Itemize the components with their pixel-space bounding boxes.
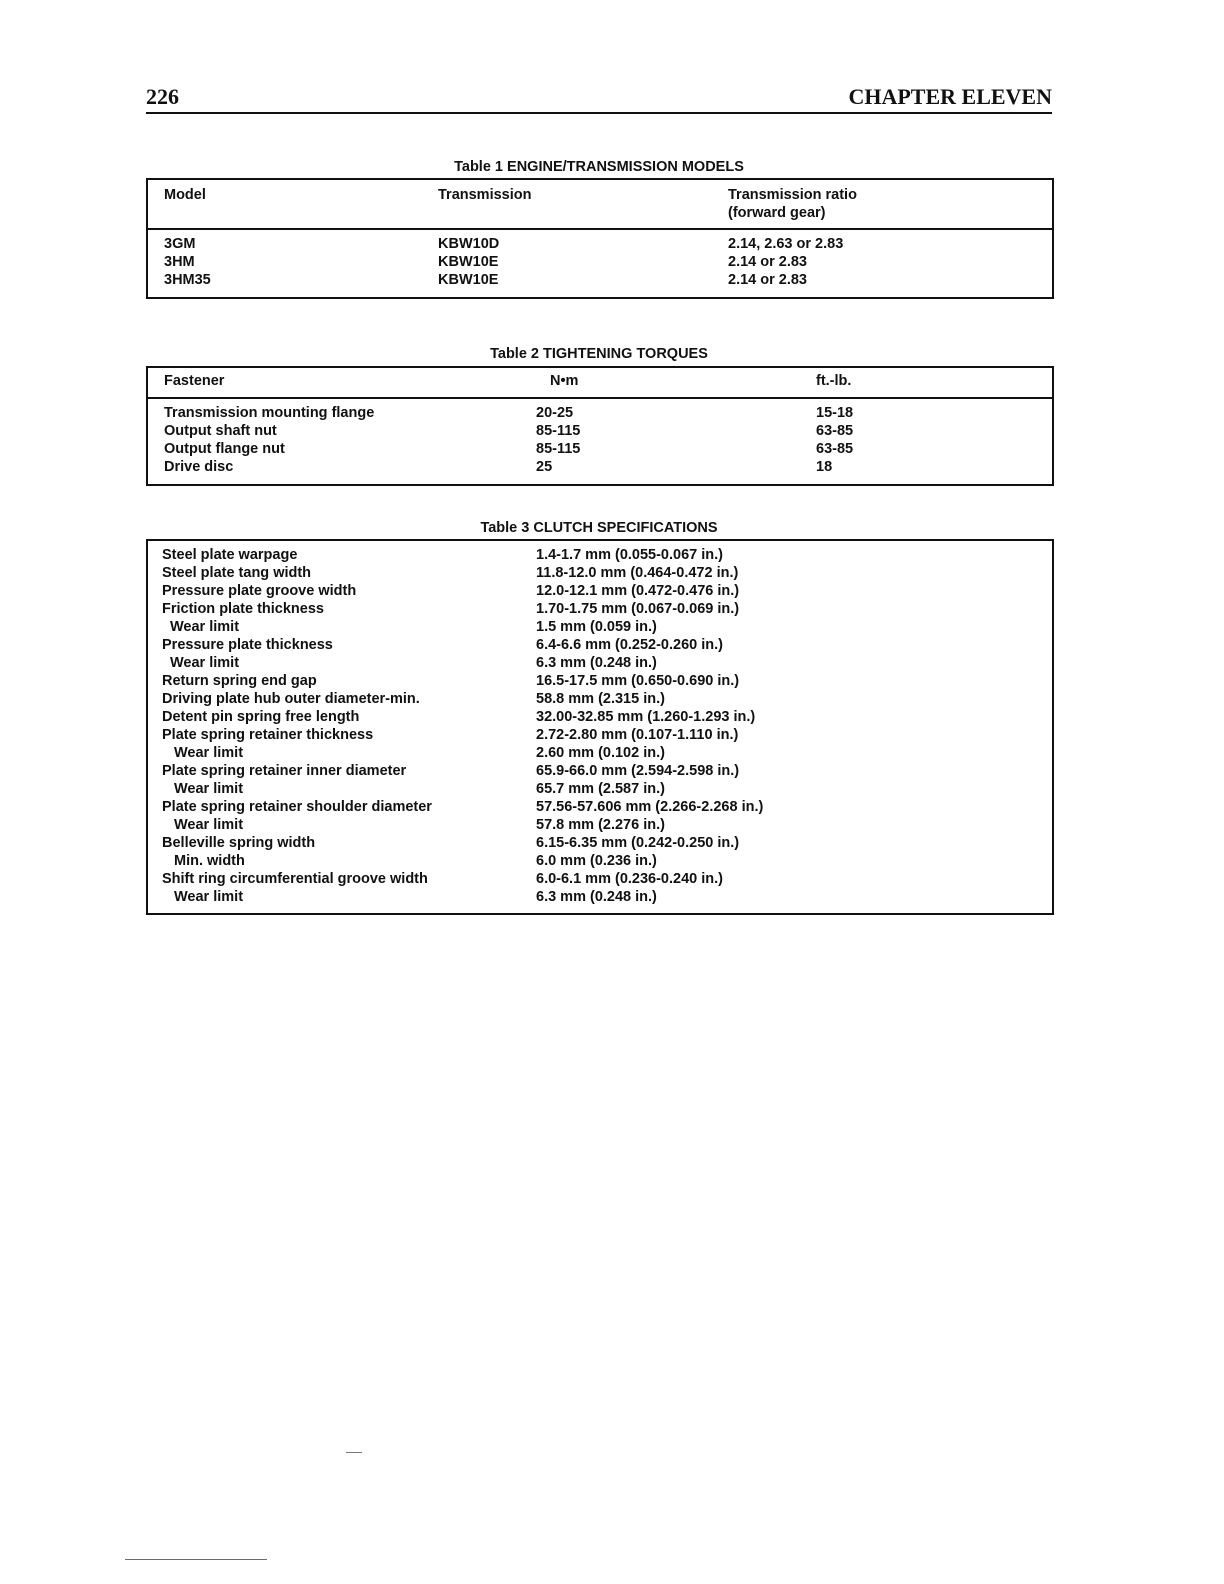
table3-cell-value: 65.9-66.0 mm (2.594-2.598 in.): [536, 763, 740, 779]
table3: [146, 539, 1054, 915]
table1-cell-transmission: KBW10D: [438, 236, 500, 252]
table2-body: [148, 399, 1052, 484]
table3-cell-value: 65.7 mm (2.587 in.): [536, 781, 665, 797]
table3-cell-label: Wear limit: [174, 745, 244, 761]
chapter-title: CHAPTER ELEVEN: [848, 84, 1052, 109]
table2-cell-nm: 85-115: [536, 423, 581, 439]
table1-cell-transmission: KBW10E: [438, 272, 499, 288]
table2-title: Table 2 TIGHTENING TORQUES: [490, 346, 708, 362]
table3-cell-value: 6.0-6.1 mm (0.236-0.240 in.): [536, 871, 723, 887]
scan-mark: [346, 1452, 362, 1453]
table3-cell-label: Wear limit: [170, 655, 240, 671]
table3-cell-label: Wear limit: [174, 817, 244, 833]
table3-row: [148, 726, 1052, 744]
table3-cell-value: 6.0 mm (0.236 in.): [536, 853, 657, 869]
table3-cell-label: Pressure plate groove width: [162, 583, 357, 599]
table2-header-ftlb: ft.-lb.: [816, 373, 852, 389]
table3-cell-label: Driving plate hub outer diameter-min.: [162, 691, 420, 707]
table1-header-ratio: Transmission ratio (forward gear): [728, 187, 857, 221]
table3-row: [148, 636, 1052, 654]
table3-row: [148, 582, 1052, 600]
table3-cell-label: Plate spring retainer inner diameter: [162, 763, 407, 779]
table3-row: [148, 618, 1052, 636]
page-header: [146, 84, 1052, 114]
table1-cell-model: 3HM: [164, 254, 195, 270]
table1-cell-transmission: KBW10E: [438, 254, 499, 270]
table3-cell-value: 32.00-32.85 mm (1.260-1.293 in.): [536, 709, 756, 725]
table3-title: Table 3 CLUTCH SPECIFICATIONS: [480, 520, 718, 536]
table3-cell-value: 2.60 mm (0.102 in.): [536, 745, 665, 761]
table1-body: [148, 230, 1052, 297]
table2-header: [148, 368, 1052, 399]
table1-header: [148, 180, 1052, 230]
table3-row: [148, 546, 1052, 564]
table2-cell-nm: 25: [536, 459, 553, 475]
table3-row: [148, 870, 1052, 888]
table3-cell-value: 6.3 mm (0.248 in.): [536, 655, 657, 671]
table3-cell-value: 6.3 mm (0.248 in.): [536, 889, 657, 905]
table1-cell-model: 3GM: [164, 236, 196, 252]
table3-row: [148, 798, 1052, 816]
table1-header-transmission: Transmission: [438, 187, 532, 203]
table1-title: Table 1 ENGINE/TRANSMISSION MODELS: [454, 159, 744, 175]
table2-cell-fastener: Drive disc: [164, 459, 234, 475]
table2-row: [148, 422, 1052, 440]
table3-cell-label: Belleville spring width: [162, 835, 316, 851]
table1: [146, 178, 1054, 299]
table3-cell-label: Plate spring retainer shoulder diameter: [162, 799, 432, 815]
table3-row: [148, 780, 1052, 798]
table2-cell-nm: 20-25: [536, 405, 574, 421]
table2-header-fastener: Fastener: [164, 373, 225, 389]
table2-cell-fastener: Output shaft nut: [164, 423, 277, 439]
table3-cell-value: 11.8-12.0 mm (0.464-0.472 in.): [536, 565, 739, 581]
table3-row: [148, 834, 1052, 852]
table3-cell-label: Friction plate thickness: [162, 601, 324, 617]
table3-cell-value: 6.4-6.6 mm (0.252-0.260 in.): [536, 637, 723, 653]
table1-cell-ratio: 2.14 or 2.83: [728, 254, 807, 270]
table3-cell-value: 6.15-6.35 mm (0.242-0.250 in.): [536, 835, 740, 851]
table3-row: [148, 690, 1052, 708]
table3-row: [148, 672, 1052, 690]
table3-row: [148, 816, 1052, 834]
table2-cell-ftlb: 15-18: [816, 405, 854, 421]
table3-row: [148, 564, 1052, 582]
table3-cell-value: 2.72-2.80 mm (0.107-1.110 in.): [536, 727, 739, 743]
table3-cell-label: Steel plate warpage: [162, 547, 298, 563]
table2-cell-ftlb: 63-85: [816, 423, 854, 439]
table3-cell-value: 57.56-57.606 mm (2.266-2.268 in.): [536, 799, 764, 815]
table1-cell-ratio: 2.14, 2.63 or 2.83: [728, 236, 844, 252]
table2-cell-ftlb: 63-85: [816, 441, 854, 457]
table1-cell-model: 3HM35: [164, 272, 211, 288]
table3-cell-label: Min. width: [174, 853, 245, 869]
table1-row: [148, 235, 1052, 253]
table1-cell-ratio: 2.14 or 2.83: [728, 272, 807, 288]
table3-cell-label: Pressure plate thickness: [162, 637, 333, 653]
table3-row: [148, 600, 1052, 618]
table2: [146, 366, 1054, 486]
table3-cell-value: 57.8 mm (2.276 in.): [536, 817, 665, 833]
table2-cell-nm: 85-115: [536, 441, 581, 457]
table2-row: [148, 458, 1052, 476]
table2-cell-ftlb: 18: [816, 459, 833, 475]
table1-row: [148, 271, 1052, 289]
table2-header-nm: N•m: [550, 373, 579, 389]
table3-cell-value: 12.0-12.1 mm (0.472-0.476 in.): [536, 583, 740, 599]
table3-cell-value: 16.5-17.5 mm (0.650-0.690 in.): [536, 673, 740, 689]
table3-body: [148, 541, 1052, 913]
table3-cell-label: Wear limit: [174, 889, 244, 905]
page-number: 226: [146, 84, 179, 109]
bottom-rule: [125, 1559, 267, 1560]
table2-row: [148, 404, 1052, 422]
table2-cell-fastener: Transmission mounting flange: [164, 405, 375, 421]
table3-cell-label: Shift ring circumferential groove width: [162, 871, 428, 887]
table3-cell-label: Plate spring retainer thickness: [162, 727, 374, 743]
table3-cell-label: Detent pin spring free length: [162, 709, 360, 725]
table3-cell-label: Steel plate tang width: [162, 565, 312, 581]
table3-row: [148, 654, 1052, 672]
table1-header-model: Model: [164, 187, 206, 203]
table3-cell-value: 1.5 mm (0.059 in.): [536, 619, 657, 635]
table3-row: [148, 744, 1052, 762]
table2-cell-fastener: Output flange nut: [164, 441, 285, 457]
table3-row: [148, 888, 1052, 906]
table3-row: [148, 708, 1052, 726]
table3-cell-label: Wear limit: [170, 619, 240, 635]
table3-cell-label: Return spring end gap: [162, 673, 317, 689]
table3-cell-value: 1.4-1.7 mm (0.055-0.067 in.): [536, 547, 723, 563]
table3-cell-value: 58.8 mm (2.315 in.): [536, 691, 665, 707]
table3-cell-value: 1.70-1.75 mm (0.067-0.069 in.): [536, 601, 740, 617]
table3-row: [148, 762, 1052, 780]
table1-row: [148, 253, 1052, 271]
table2-row: [148, 440, 1052, 458]
table3-cell-label: Wear limit: [174, 781, 244, 797]
table3-row: [148, 852, 1052, 870]
